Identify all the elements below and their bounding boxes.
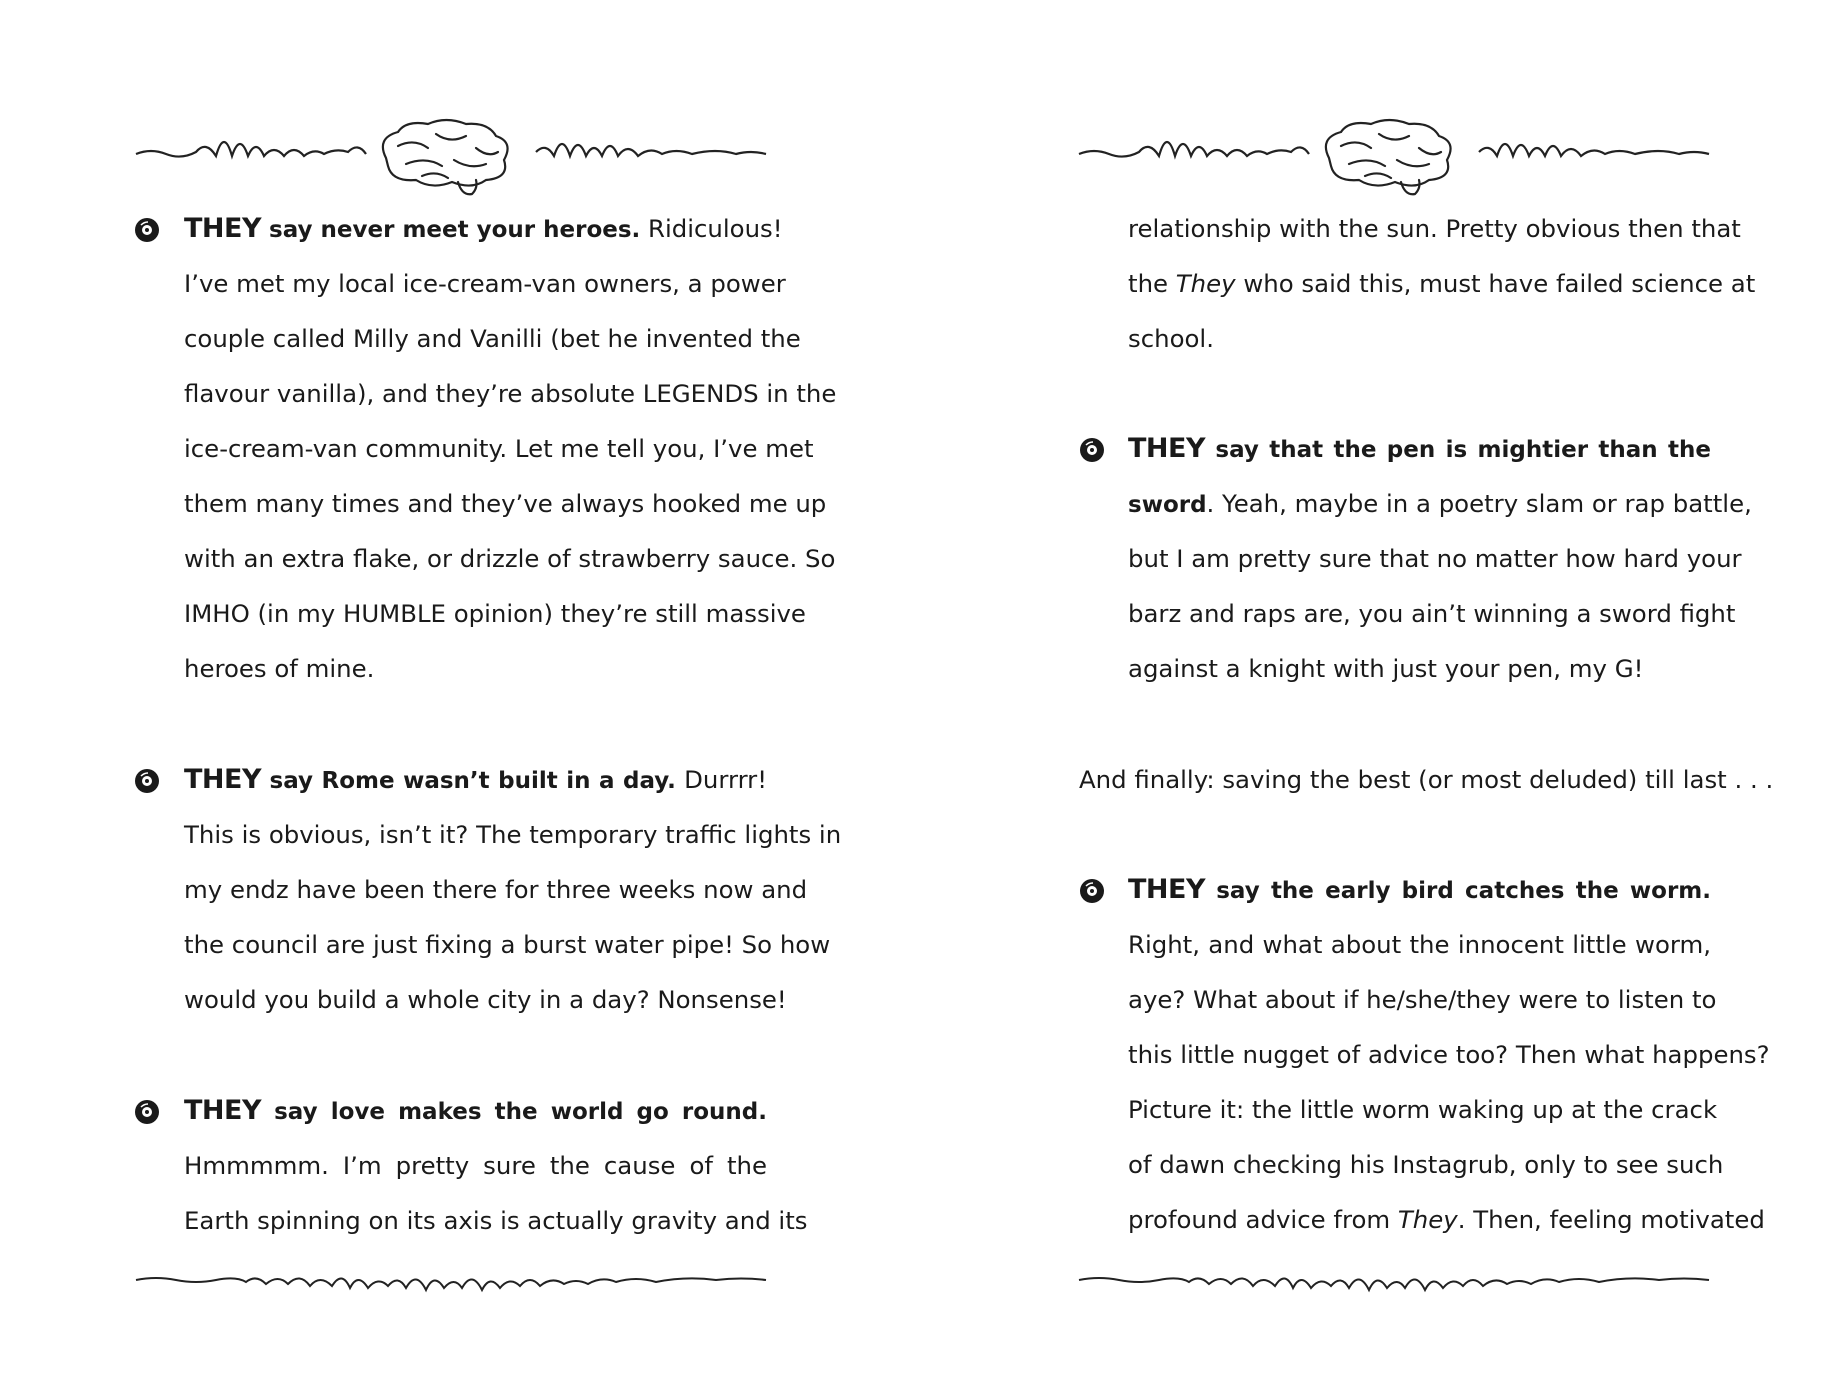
text-line: this little nugget of advice too? Then what happens? xyxy=(1128,1040,1770,1069)
text-line: I’ve met my local ice-cream-van owners, a power xyxy=(184,269,786,298)
bullet-heading: say the early bird catches the worm. xyxy=(1205,878,1711,904)
text-line: would you build a whole city in a day? Nonsense! xyxy=(184,985,787,1014)
vinyl-record-icon xyxy=(134,1099,160,1125)
bullet-heading-line xyxy=(184,212,783,246)
transition-text: And finally: saving the best (or most deluded) till last . . . xyxy=(1079,765,1774,794)
text-line: barz and raps are, you ain’t winning a sword fight xyxy=(1128,599,1736,628)
text-line: IMHO (in my HUMBLE opinion) they’re still massive xyxy=(184,599,806,628)
vinyl-record-icon xyxy=(134,768,160,794)
text-line: sword. Yeah, maybe in a poetry slam or rap battle, xyxy=(1128,489,1752,518)
text-line: flavour vanilla), and they’re absolute LEGENDS in the xyxy=(184,379,837,408)
vinyl-record-icon xyxy=(1079,437,1105,463)
brain-squiggle-icon xyxy=(136,118,766,198)
bullet-heading: say never meet your heroes. xyxy=(261,217,641,243)
text-line: but I am pretty sure that no matter how hard your xyxy=(1128,544,1742,573)
vinyl-record-icon xyxy=(1079,878,1105,904)
text-line: Right, and what about the innocent little worm, xyxy=(1128,930,1711,959)
bullet-heading-line xyxy=(1128,873,1711,907)
text-line: Picture it: the little worm waking up at the crack xyxy=(1128,1095,1718,1124)
text-line: This is obvious, isn’t it? The temporary traffic lights in xyxy=(184,820,842,849)
text-line: ice-cream-van community. Let me tell you, I’ve met xyxy=(184,434,814,463)
text-line: the They who said this, must have failed science at xyxy=(1128,269,1756,298)
brain-squiggle-icon xyxy=(1079,118,1709,198)
text-line: the council are just fixing a burst water pipe! So how xyxy=(184,930,831,959)
right-page xyxy=(919,0,1838,1400)
emphasis-they: They xyxy=(1397,1205,1458,1234)
bullet-heading: say love makes the world go round. xyxy=(261,1099,767,1125)
text-line: heroes of mine. xyxy=(184,654,375,683)
text-line: couple called Milly and Vanilli (bet he invented the xyxy=(184,324,801,353)
text-line: them many times and they’ve always hooked me up xyxy=(184,489,827,518)
squiggle-divider-icon xyxy=(1079,1262,1709,1310)
squiggle-divider-icon xyxy=(136,1262,766,1310)
vinyl-record-icon xyxy=(134,217,160,243)
text-line: school. xyxy=(1128,324,1214,353)
text-line: of dawn checking his Instagrub, only to see such xyxy=(1128,1150,1724,1179)
they-label: THEY xyxy=(184,764,262,795)
bullet-heading-line xyxy=(184,1094,767,1128)
emphasis-they: They xyxy=(1175,269,1236,298)
bullet-heading: say Rome wasn’t built in a day. xyxy=(261,768,676,794)
they-label: THEY xyxy=(184,1095,262,1126)
text-line: Hmmmmm. I’m pretty sure the cause of the xyxy=(184,1151,767,1180)
bullet-text: Ridiculous! xyxy=(640,214,783,243)
bullet-heading-line xyxy=(184,763,767,797)
text-line: profound advice from They. Then, feeling motivated xyxy=(1128,1205,1765,1234)
text-line: relationship with the sun. Pretty obvious then that xyxy=(1128,214,1741,243)
text-line: against a knight with just your pen, my G! xyxy=(1128,654,1644,683)
bullet-text: Durrrr! xyxy=(675,765,767,794)
bullet-heading-line xyxy=(1128,432,1711,466)
they-label: THEY xyxy=(1128,433,1206,464)
text-line: Earth spinning on its axis is actually gravity and its xyxy=(184,1206,808,1235)
bullet-heading: say that the pen is mightier than the xyxy=(1205,437,1711,463)
text-line: with an extra flake, or drizzle of strawberry sauce. So xyxy=(184,544,836,573)
text-line: aye? What about if he/she/they were to listen to xyxy=(1128,985,1717,1014)
they-label: THEY xyxy=(1128,874,1206,905)
text-line: my endz have been there for three weeks now and xyxy=(184,875,808,904)
they-label: THEY xyxy=(184,213,262,244)
bullet-heading: sword xyxy=(1128,492,1207,518)
